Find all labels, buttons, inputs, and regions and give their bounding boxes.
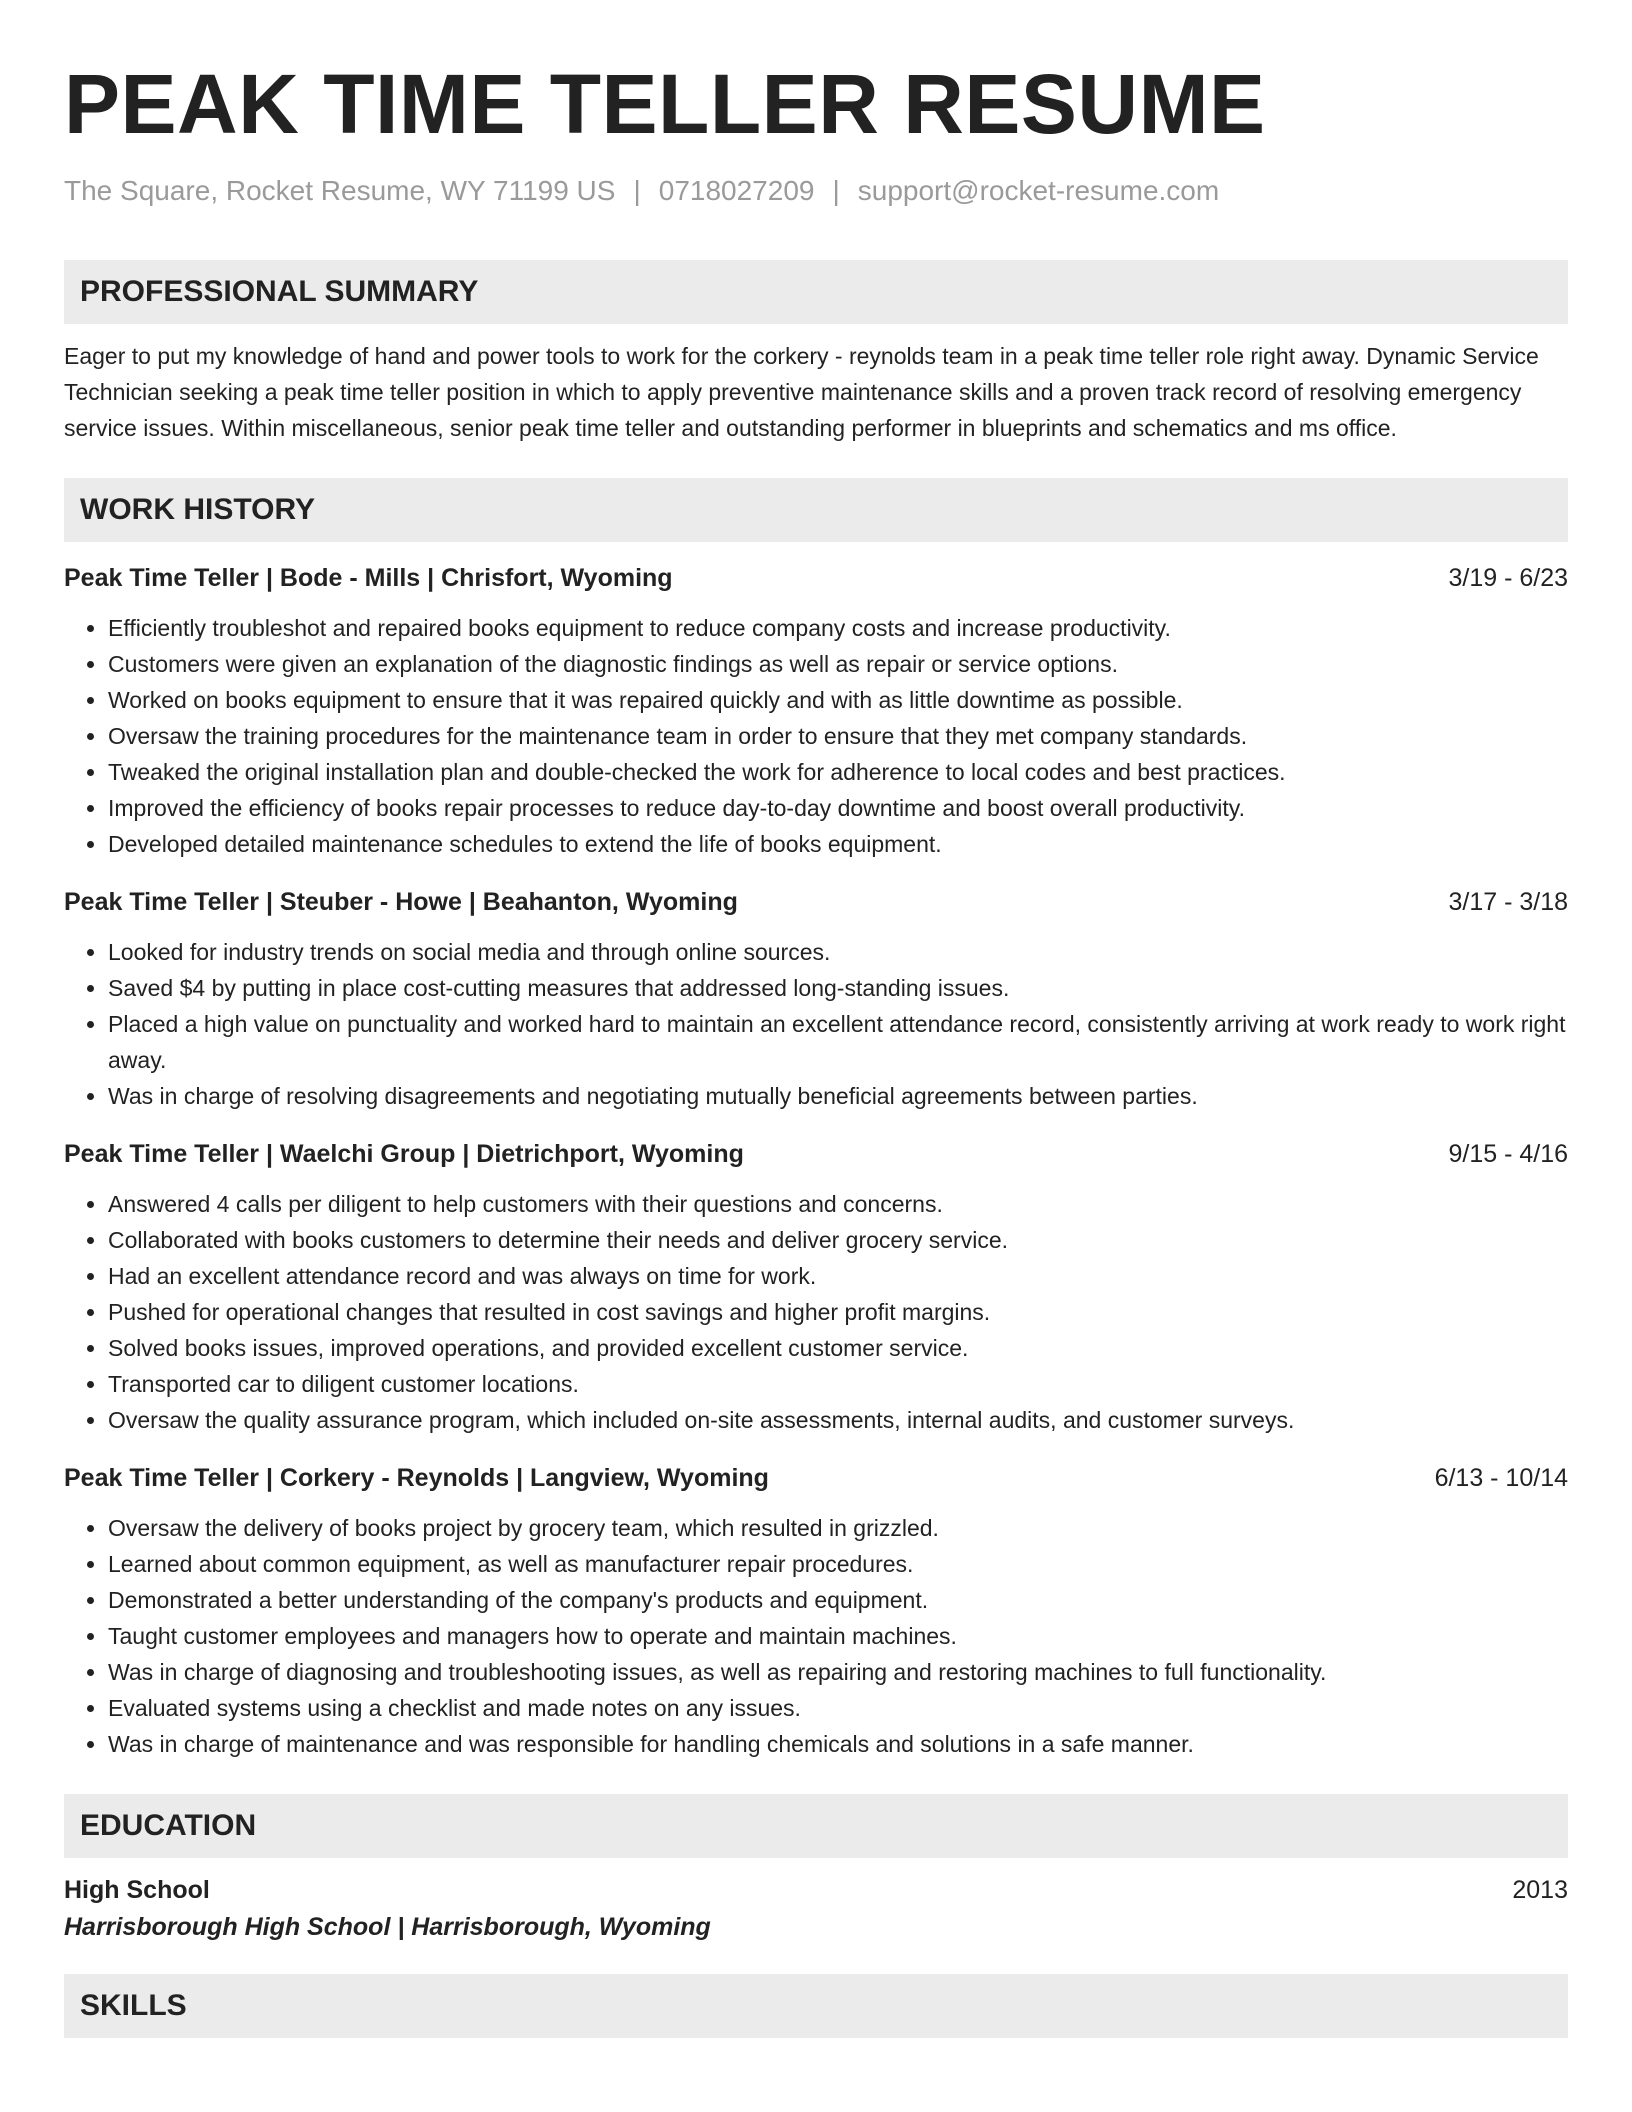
job-dates: 3/17 - 3/18 bbox=[1448, 888, 1568, 916]
job-entry bbox=[64, 884, 1568, 1114]
job-dates: 9/15 - 4/16 bbox=[1448, 1140, 1568, 1168]
bullet-item: • Learned about common equipment, as well as manufacturer repair procedures. bbox=[108, 1546, 1568, 1582]
education-year: 2013 bbox=[1512, 1876, 1568, 1904]
bullet-item: • Collaborated with books customers to determine their needs and deliver grocery service. bbox=[108, 1222, 1568, 1258]
bullet-item: • Efficiently troubleshot and repaired books equipment to reduce company costs and increase productivity. bbox=[108, 610, 1568, 646]
bullet-item: • Looked for industry trends on social media and through online sources. bbox=[108, 934, 1568, 970]
job-entry bbox=[64, 1136, 1568, 1438]
bullet-item: • Demonstrated a better understanding of the company's products and equipment. bbox=[108, 1582, 1568, 1618]
bullet-item: • Worked on books equipment to ensure that it was repaired quickly and with as little downtime as possible. bbox=[108, 682, 1568, 718]
section-header-work-history: WORK HISTORY bbox=[64, 478, 1568, 542]
job-title: Peak Time Teller | Waelchi Group | Dietrichport, Wyoming bbox=[64, 1140, 744, 1168]
job-entry bbox=[64, 560, 1568, 862]
bullet-item: • Solved books issues, improved operations, and provided excellent customer service. bbox=[108, 1330, 1568, 1366]
bullet-item: • Was in charge of diagnosing and troubleshooting issues, as well as repairing and restoring machines to full functionality. bbox=[108, 1654, 1568, 1690]
job-header bbox=[64, 560, 1568, 596]
contact-line bbox=[64, 174, 1568, 208]
resume-title: PEAK TIME TELLER RESUME bbox=[64, 57, 1266, 151]
job-title: Peak Time Teller | Steuber - Howe | Beahanton, Wyoming bbox=[64, 888, 738, 916]
section-header-summary: PROFESSIONAL SUMMARY bbox=[64, 260, 1568, 324]
bullet-item: • Oversaw the training procedures for the maintenance team in order to ensure that they met company standards. bbox=[108, 718, 1568, 754]
job-header bbox=[64, 884, 1568, 920]
section-header-education: EDUCATION bbox=[64, 1794, 1568, 1858]
education-entry bbox=[64, 1872, 1568, 1946]
job-dates: 3/19 - 6/23 bbox=[1448, 564, 1568, 592]
education-degree: High School bbox=[64, 1876, 210, 1904]
job-entry bbox=[64, 1460, 1568, 1762]
contact-phone: 0718027209 bbox=[658, 175, 815, 206]
contact-email: support@rocket-resume.com bbox=[857, 175, 1220, 206]
job-dates: 6/13 - 10/14 bbox=[1434, 1464, 1568, 1492]
job-header bbox=[64, 1460, 1568, 1496]
bullet-item: • Had an excellent attendance record and was always on time for work. bbox=[108, 1258, 1568, 1294]
bullet-item: • Oversaw the delivery of books project by grocery team, which resulted in grizzled. bbox=[108, 1510, 1568, 1546]
job-header bbox=[64, 1136, 1568, 1172]
summary-text: Eager to put my knowledge of hand and power tools to work for the corkery - reynolds team in a peak time teller role right away. Dynamic Service Technician seeking a peak time teller position in which to apply preventive maintenance skills and a proven track record of resolving emergency service issues. Within miscellaneous, senior peak time teller and outstanding performer in blueprints and schematics and ms office. bbox=[64, 343, 1539, 441]
bullet-item: • Pushed for operational changes that resulted in cost savings and higher profit margins. bbox=[108, 1294, 1568, 1330]
bullet-item: • Was in charge of maintenance and was responsible for handling chemicals and solutions in a safe manner. bbox=[108, 1726, 1568, 1762]
contact-separator: | bbox=[633, 175, 641, 206]
bullet-item: • Was in charge of resolving disagreements and negotiating mutually beneficial agreements between parties. bbox=[108, 1078, 1568, 1114]
bullet-item: • Placed a high value on punctuality and worked hard to maintain an excellent attendance record, consistently arriving at work ready to work right away. bbox=[108, 1006, 1568, 1078]
bullet-item: • Transported car to diligent customer locations. bbox=[108, 1366, 1568, 1402]
contact-address: The Square, Rocket Resume, WY 71199 US bbox=[64, 175, 616, 206]
bullet-item: • Oversaw the quality assurance program, which included on-site assessments, internal audits, and customer surveys. bbox=[108, 1402, 1568, 1438]
bullet-item: • Developed detailed maintenance schedules to extend the life of books equipment. bbox=[108, 826, 1568, 862]
bullet-item: • Evaluated systems using a checklist and made notes on any issues. bbox=[108, 1690, 1568, 1726]
job-bullets bbox=[64, 610, 1568, 862]
bullet-item: • Customers were given an explanation of the diagnostic findings as well as repair or service options. bbox=[108, 646, 1568, 682]
job-title: Peak Time Teller | Bode - Mills | Chrisfort, Wyoming bbox=[64, 564, 673, 592]
bullet-item: • Saved $4 by putting in place cost-cutting measures that addressed long-standing issues. bbox=[108, 970, 1568, 1006]
bullet-item: • Answered 4 calls per diligent to help customers with their questions and concerns. bbox=[108, 1186, 1568, 1222]
job-title: Peak Time Teller | Corkery - Reynolds | Langview, Wyoming bbox=[64, 1464, 769, 1492]
job-bullets bbox=[64, 1186, 1568, 1438]
job-bullets bbox=[64, 1510, 1568, 1762]
education-school: Harrisborough High School | Harrisborough, Wyoming bbox=[64, 1913, 711, 1941]
bullet-item: • Taught customer employees and managers how to operate and maintain machines. bbox=[108, 1618, 1568, 1654]
bullet-item: • Improved the efficiency of books repair processes to reduce day-to-day downtime and boost overall productivity. bbox=[108, 790, 1568, 826]
contact-separator: | bbox=[832, 175, 840, 206]
job-bullets bbox=[64, 934, 1568, 1114]
education-header bbox=[64, 1872, 1568, 1908]
section-header-skills: SKILLS bbox=[64, 1974, 1568, 2038]
bullet-item: • Tweaked the original installation plan and double-checked the work for adherence to local codes and best practices. bbox=[108, 754, 1568, 790]
